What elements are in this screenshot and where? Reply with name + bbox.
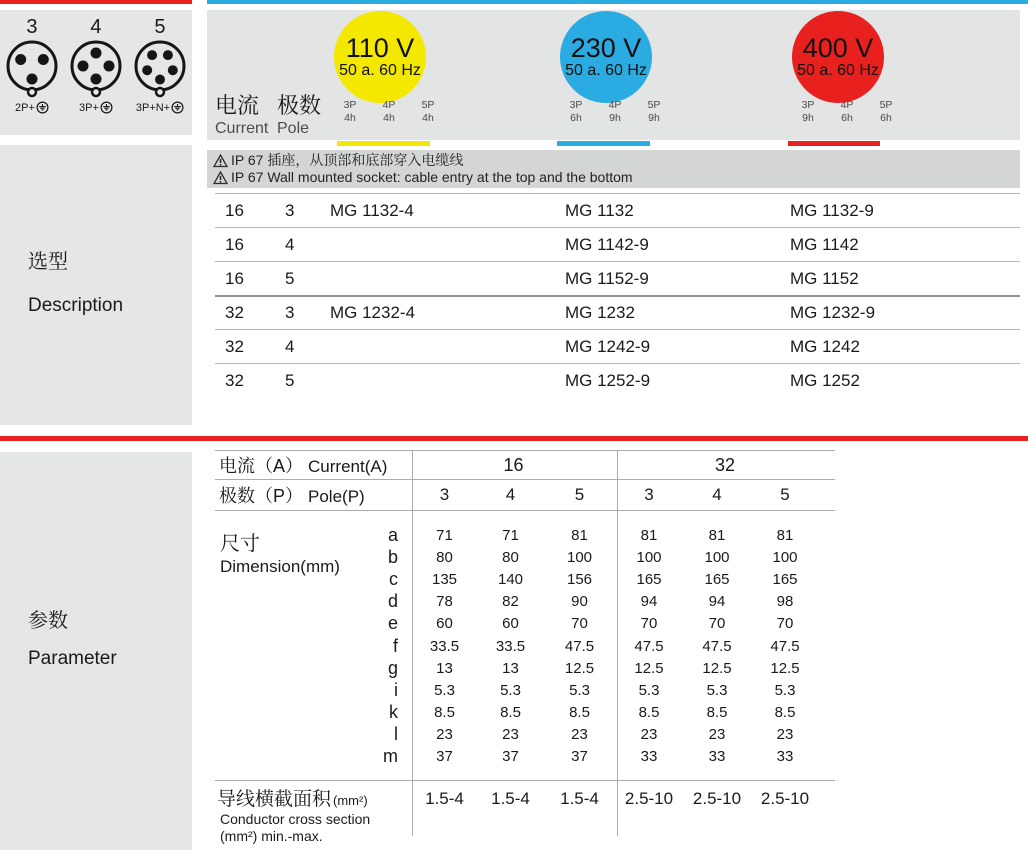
pole-cell: 5 [285,268,295,288]
yellow-underline-bar [337,141,430,146]
conductor-value: 2.5-10 [692,789,742,808]
dimension-value: 13 [436,659,453,677]
dimension-value: 81 [571,526,588,544]
dimension-value: 23 [708,726,726,744]
table-row [215,193,1020,227]
connector-caption [79,101,113,114]
dimension-key: f [392,635,398,656]
dimension-value: 13 [502,659,519,677]
part-number-cell: MG 1132-9 [790,200,874,220]
dimension-row [215,657,835,679]
voltage-badge-400v [792,11,884,103]
voltage-badge-230v [560,11,652,103]
dimension-rows [215,524,835,768]
dimension-row [215,635,835,657]
dimension-value: 5.3 [638,681,660,699]
clock-position: 9h [802,112,814,124]
part-number-cell: MG 1242-9 [565,336,651,356]
connector-caption [136,101,184,114]
pole-config [872,99,900,125]
conductor-label-zh: 导线横截面积 [217,789,332,810]
dimension-value: 47.5 [770,637,800,655]
warning-icon [213,171,228,185]
voltage-group-400v [790,10,893,140]
dimension-value: 70 [708,615,726,633]
dimension-key: a [387,524,398,545]
connector-pin-count: 4 [90,16,102,38]
earth-icon [171,101,184,114]
table-row [215,261,1020,295]
dimension-value: 60 [502,615,519,633]
dimension-row [215,679,835,701]
current-cell: 16 [225,200,244,220]
dimension-row [215,546,835,568]
dimension-value: 71 [502,526,519,544]
dimension-row [215,746,835,768]
dimension-value: 47.5 [634,637,664,655]
conductor-value: 2.5-10 [760,789,810,808]
pole-config-row [562,99,668,125]
pole-header-cell: 3 [439,485,450,504]
pole-header-cell: 3 [644,485,654,504]
current-label-zh: 电流 [215,93,260,118]
voltage-value: 110 V [345,33,415,63]
pole-config [375,99,403,125]
table-row [215,227,1020,261]
dimension-value: 100 [566,548,593,566]
dimension-key: l [394,724,398,745]
part-number-cell: MG 1152-9 [565,268,649,288]
socket-5pin-icon [132,38,188,100]
dimension-row [215,724,835,746]
current-header-zh: 电流（A） [219,456,304,476]
voltage-value: 400 V [802,33,874,63]
current-cell: 16 [225,234,244,254]
dimension-value: 5.3 [569,681,590,699]
conductor-value: 1.5-4 [425,789,464,808]
dimension-key: g [387,657,398,678]
pole-cell: 4 [285,234,295,254]
dimension-key: b [387,546,398,567]
dimension-value: 37 [571,748,588,766]
part-number-cell: MG 1142 [790,234,859,254]
dimension-value: 33 [708,748,726,766]
note-text-en: IP 67 Wall mounted socket: cable entry at the top and the bottom [231,169,633,185]
pole-header-cell: 4 [505,485,516,504]
red-section-divider [0,436,1028,441]
part-number-cell: MG 1232-4 [330,303,416,322]
pole-config [833,99,861,125]
dimension-value: 12.5 [564,659,595,677]
pole-header-row [215,480,835,510]
dimension-value: 47.5 [564,637,595,655]
dimension-value: 98 [776,593,794,611]
pole-count: 3P [569,99,583,111]
connector-pin-count: 5 [154,16,166,38]
dimension-value: 12.5 [702,659,732,677]
pole-header-cell: 5 [780,485,790,504]
dimension-row [215,613,835,635]
caption-text: 3P+N+ [135,101,171,114]
note-line-zh [213,152,1020,169]
conductor-label [217,784,412,845]
conductor-label-en2: (mm²) min.-max. [220,828,323,844]
caption-text: 2P+ [15,101,35,114]
ip67-note-bar [207,150,1020,188]
dimension-value: 8.5 [569,704,590,722]
dimension-value: 71 [436,526,453,544]
dimension-value: 23 [436,726,453,744]
pole-header-en: Pole(P) [308,487,365,506]
pole-cell: 4 [285,336,295,356]
dimension-value: 60 [436,615,453,633]
pole-cell: 3 [285,303,295,322]
pole-count: 4P [840,99,854,111]
connector-4pin [64,16,127,135]
dimension-value: 8.5 [706,704,728,722]
table-row [215,295,1020,329]
dimension-value: 70 [571,615,588,633]
dimension-key: d [387,591,398,612]
dimension-value: 94 [708,593,726,611]
part-number-cell: MG 1242 [790,336,860,356]
pole-config [336,99,364,125]
dimension-value: 23 [502,726,519,744]
dimension-value: 80 [502,548,519,566]
dimension-value: 23 [776,726,794,744]
dimension-key: k [389,702,398,723]
dimension-value: 100 [772,548,798,566]
connector-panel [0,10,192,135]
dimension-value: 81 [708,526,726,544]
dimension-value: 90 [571,593,588,611]
socket-4pin-icon [68,38,124,100]
pole-config [414,99,442,125]
connector-pin-count: 3 [26,16,38,38]
part-number-cell: MG 1252-9 [565,370,651,390]
table-rule [215,510,835,511]
dimension-value: 47.5 [702,637,732,655]
part-number-cell: MG 1152 [790,268,859,288]
dimension-value: 156 [566,570,593,588]
dimension-value: 33 [640,748,658,766]
dimension-value: 165 [772,570,798,588]
dimension-label-en: Dimension(mm) [220,557,340,576]
voltage-value: 230 V [570,33,642,63]
dimension-value: 140 [497,570,524,588]
dimension-value: 5.3 [706,681,728,699]
caption-text: 3P+ [79,101,99,114]
red-underline-bar [788,141,880,146]
dimension-table [215,450,835,844]
part-number-cell: MG 1142-9 [565,234,649,254]
pole-config [562,99,590,125]
pole-count: 5P [879,99,893,111]
pole-header-cell: 5 [574,485,585,504]
dimension-value: 80 [436,548,453,566]
conductor-value: 1.5-4 [491,789,530,808]
dimension-value: 70 [640,615,658,633]
dimension-value: 70 [776,615,794,633]
pole-header-zh: 极数（P） [219,486,304,506]
pole-cell: 5 [285,370,295,390]
pole-count: 3P [801,99,815,111]
current-group-32: 32 [714,454,736,475]
clock-position: 4h [344,112,356,124]
pole-count: 3P [343,99,357,111]
pole-label-en: Pole [277,120,310,137]
part-number-cell: MG 1232-9 [790,303,876,322]
dimension-value: 5.3 [774,681,796,699]
current-header-en: Current(A) [308,457,388,476]
dimension-value: 33 [776,748,794,766]
pole-count: 4P [382,99,396,111]
dimension-key: i [394,679,398,700]
table-row [215,363,1020,397]
dimension-key: c [389,568,398,589]
conductor-value: 1.5-4 [560,789,599,808]
current-cell: 16 [225,268,244,288]
dimension-value: 37 [502,748,519,766]
table-row [215,329,1020,363]
pole-header-cell: 4 [712,485,722,504]
dimension-value: 33.5 [495,637,526,655]
pole-config-row [336,99,442,125]
dimension-value: 82 [502,593,519,611]
part-number-cell: MG 1132-4 [330,200,414,220]
red-top-rule [0,0,192,4]
pole-count: 4P [608,99,622,111]
conductor-label-unit: (mm²) [333,793,368,808]
parameter-title-en: Parameter [28,648,117,669]
clock-position: 4h [383,112,395,124]
clock-position: 6h [570,112,582,124]
part-number-cell: MG 1132 [565,200,634,220]
connector-5pin [128,16,191,135]
warning-icon [213,154,228,168]
dimension-value: 165 [704,570,730,588]
current-cell: 32 [225,336,244,356]
current-label-en: Current [215,120,269,137]
dimension-row [215,702,835,724]
current-group-16: 16 [503,454,524,475]
dimension-value: 94 [640,593,658,611]
voltage-frequency: 50 a. 60 Hz [339,62,421,79]
dimension-label-zh: 尺寸 [220,533,260,555]
voltage-frequency: 50 a. 60 Hz [565,62,647,79]
dimension-value: 37 [436,748,453,766]
current-header-label [215,452,412,478]
voltage-badge-110v [334,11,426,103]
dimension-value: 8.5 [638,704,660,722]
parameter-side-panel [0,452,192,850]
dimension-value: 12.5 [634,659,664,677]
voltage-banner [207,10,1020,140]
pole-config [601,99,629,125]
note-text-zh: IP 67 插座，从顶部和底部穿入电缆线 [231,152,464,168]
dimension-value: 135 [431,570,458,588]
voltage-group-110v [332,10,435,140]
current-column-label [215,94,268,138]
dimension-row [215,591,835,613]
description-side-panel [0,145,192,425]
socket-3pin-icon [4,38,60,100]
blue-top-rule [207,0,1028,4]
part-number-table [215,193,1020,397]
dimension-value: 23 [571,726,588,744]
current-cell: 32 [225,303,244,322]
pole-cell: 3 [285,200,295,220]
part-number-cell: MG 1252 [790,370,860,390]
dimension-value: 78 [436,593,453,611]
voltage-frequency: 50 a. 60 Hz [797,62,879,79]
note-line-en [213,169,1020,186]
pole-count: 5P [647,99,661,111]
part-number-cell: MG 1232 [565,303,635,322]
connector-3pin [0,16,63,135]
voltage-group-230v [558,10,661,140]
pole-label-zh: 极数 [277,93,322,118]
dimension-value: 8.5 [774,704,796,722]
pole-config-row [794,99,900,125]
parameter-title-zh: 参数 [28,610,68,632]
clock-position: 9h [609,112,621,124]
conductor-label-en1: Conductor cross section [220,811,371,827]
dimension-row [215,524,835,546]
dimension-key: e [387,613,398,634]
dimension-value: 100 [704,548,730,566]
dimension-value: 81 [776,526,794,544]
clock-position: 4h [422,112,434,124]
pole-header-label [215,482,412,508]
connector-caption [15,101,49,114]
pole-config [640,99,668,125]
description-title-zh: 选型 [28,251,68,273]
dimension-value: 23 [640,726,658,744]
conductor-value: 2.5-10 [624,789,674,808]
dimension-value: 165 [636,570,662,588]
earth-icon [100,101,113,114]
dimension-value: 8.5 [500,704,521,722]
dimension-value: 5.3 [500,681,521,699]
current-header-row [215,451,835,479]
clock-position: 6h [841,112,853,124]
dimension-value: 33.5 [429,637,460,655]
clock-position: 9h [648,112,660,124]
pole-column-label [277,94,321,138]
earth-icon [36,101,49,114]
pole-config [794,99,822,125]
clock-position: 6h [880,112,892,124]
dimension-row [215,568,835,590]
dimension-value: 81 [640,526,658,544]
dimension-key: m [383,746,398,767]
pole-count: 5P [421,99,435,111]
blue-underline-bar [557,141,650,146]
dimension-value: 12.5 [770,659,800,677]
description-title-en: Description [28,295,124,316]
dimension-value: 8.5 [434,704,455,722]
current-cell: 32 [225,370,244,390]
dimension-value: 100 [636,548,662,566]
dimension-value: 5.3 [434,681,455,699]
